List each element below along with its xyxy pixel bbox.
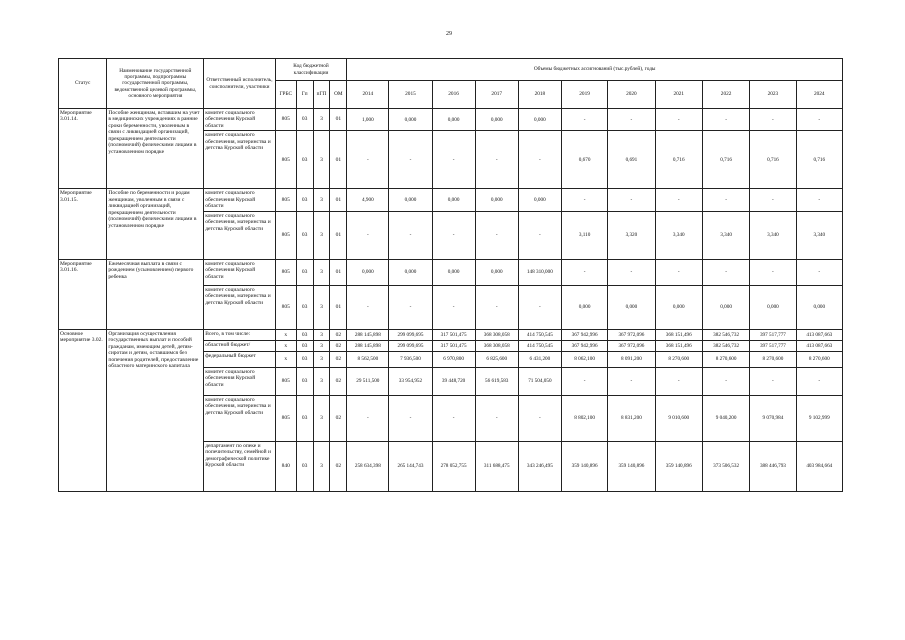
table-row	[59, 259, 843, 285]
value-cell: -	[702, 367, 749, 395]
code-cell: 03	[296, 211, 313, 259]
value-cell: 9 040,200	[702, 395, 749, 441]
code-cell: 3	[313, 340, 330, 351]
responsible-cell: комитет социального обеспечения Курской области	[204, 109, 276, 131]
header-year: 2018	[518, 81, 561, 109]
value-cell: -	[702, 109, 749, 131]
code-cell: 03	[296, 131, 313, 189]
header-code-col: ГРБС	[275, 81, 296, 109]
value-cell: 413 087,663	[796, 329, 842, 340]
code-cell: 3	[313, 109, 330, 131]
value-cell: -	[518, 211, 561, 259]
code-cell: 805	[275, 367, 296, 395]
value-cell: -	[750, 259, 796, 285]
value-cell: -	[655, 367, 702, 395]
value-cell: 8 831,200	[608, 395, 655, 441]
value-cell: 0,000	[432, 259, 475, 285]
value-cell: -	[475, 131, 518, 189]
value-cell: -	[796, 367, 842, 395]
value-cell: 0,000	[389, 259, 432, 285]
value-cell: 397 517,777	[750, 340, 796, 351]
code-cell: 3	[313, 285, 330, 329]
value-cell: 288 145,898	[347, 329, 389, 340]
value-cell: 4,900	[347, 189, 389, 211]
code-cell: 03	[296, 329, 313, 340]
value-cell: -	[389, 285, 432, 329]
value-cell: 8 802,100	[561, 395, 607, 441]
value-cell: 0,000	[518, 189, 561, 211]
status-cell: Основное мероприятие 3.02.	[59, 329, 107, 491]
value-cell: 8 270,600	[655, 351, 702, 367]
value-cell: -	[518, 395, 561, 441]
status-cell: Мероприятие 3.01.15.	[59, 189, 107, 259]
code-cell: 805	[275, 259, 296, 285]
header-responsible: Ответственный исполнитель, соисполнители, участники	[204, 59, 276, 109]
name-cell: Ежемесячная выплата в связи с рождением (усыновлением) первого ребенка	[107, 259, 204, 329]
value-cell: 3,340	[655, 211, 702, 259]
header-year: 2019	[561, 81, 607, 109]
header-code-col: ОМ	[330, 81, 347, 109]
responsible-cell: комитет социального обеспечения Курской области	[204, 189, 276, 211]
value-cell: -	[432, 285, 475, 329]
value-cell: 0,000	[608, 285, 655, 329]
value-cell: 278 052,755	[432, 441, 475, 491]
value-cell: -	[432, 211, 475, 259]
value-cell: 0,000	[702, 285, 749, 329]
code-cell: 02	[330, 351, 347, 367]
value-cell: 8 062,100	[561, 351, 607, 367]
value-cell: 0,000	[518, 109, 561, 131]
name-cell: Пособие женщинам, вставшим на учет в медицинских учреждениях в ранние сроки беременности, уволенным в связи с ликвидацией организаций, прекращением деятельности (полномочий) физическими лицами в установленном порядке	[107, 109, 204, 189]
code-cell: 03	[296, 189, 313, 211]
value-cell: 413 087,663	[796, 340, 842, 351]
code-cell: 3	[313, 131, 330, 189]
code-cell: 02	[330, 367, 347, 395]
value-cell: 0,670	[561, 131, 607, 189]
code-cell: 03	[296, 259, 313, 285]
value-cell: 0,716	[702, 131, 749, 189]
value-cell: 71 504,050	[518, 367, 561, 395]
value-cell: 288 145,898	[347, 340, 389, 351]
value-cell: 3,320	[608, 211, 655, 259]
code-cell: 03	[296, 340, 313, 351]
code-cell: 03	[296, 395, 313, 441]
value-cell: 6 825,600	[475, 351, 518, 367]
value-cell: 0,000	[347, 259, 389, 285]
code-cell: 01	[330, 189, 347, 211]
value-cell: 367 972,096	[608, 340, 655, 351]
value-cell: 388 446,793	[750, 441, 796, 491]
value-cell: 0,000	[475, 189, 518, 211]
value-cell: 299 099,695	[389, 329, 432, 340]
value-cell: 8 270,600	[750, 351, 796, 367]
value-cell: 8 270,600	[796, 351, 842, 367]
code-cell: 03	[296, 367, 313, 395]
header-code-col: пГП	[313, 81, 330, 109]
value-cell: -	[389, 211, 432, 259]
code-cell: 805	[275, 131, 296, 189]
value-cell: -	[475, 285, 518, 329]
value-cell: -	[608, 189, 655, 211]
value-cell: 0,000	[561, 285, 607, 329]
header-year: 2023	[750, 81, 796, 109]
value-cell: 3,340	[750, 211, 796, 259]
code-cell: 01	[330, 285, 347, 329]
value-cell: 0,691	[608, 131, 655, 189]
value-cell: -	[750, 189, 796, 211]
value-cell: -	[655, 259, 702, 285]
code-cell: 3	[313, 367, 330, 395]
value-cell: 3,340	[702, 211, 749, 259]
value-cell: 9 102,999	[796, 395, 842, 441]
header-year: 2021	[655, 81, 702, 109]
value-cell: 0,000	[389, 189, 432, 211]
value-cell: 414 750,545	[518, 329, 561, 340]
responsible-cell: Всего, в том числе:	[204, 329, 276, 340]
value-cell: 8 562,500	[347, 351, 389, 367]
page-number: 29	[446, 31, 452, 37]
value-cell: 8 091,200	[608, 351, 655, 367]
value-cell: -	[655, 189, 702, 211]
table-row	[59, 109, 843, 131]
value-cell: 397 517,777	[750, 329, 796, 340]
value-cell: 265 144,743	[389, 441, 432, 491]
code-cell: 3	[313, 189, 330, 211]
code-cell: 3	[313, 351, 330, 367]
value-cell: -	[347, 131, 389, 189]
code-cell: х	[275, 340, 296, 351]
code-cell: 805	[275, 395, 296, 441]
value-cell: -	[347, 211, 389, 259]
header-budget-code: Код бюджетной классификации	[275, 59, 347, 81]
header-status: Статус	[59, 59, 107, 109]
code-cell: 02	[330, 329, 347, 340]
value-cell: -	[608, 367, 655, 395]
value-cell: -	[347, 395, 389, 441]
responsible-cell: комитет социального обеспечения, материнства и детства Курской области	[204, 395, 276, 441]
value-cell: -	[389, 131, 432, 189]
value-cell: -	[475, 395, 518, 441]
status-cell: Мероприятие 3.01.16.	[59, 259, 107, 329]
code-cell: 3	[313, 211, 330, 259]
value-cell: -	[608, 259, 655, 285]
value-cell: 367 942,996	[561, 340, 607, 351]
value-cell: 3,340	[796, 211, 842, 259]
value-cell: -	[702, 189, 749, 211]
responsible-cell: департамент по опеке и попечительству, семейной и демографической политике Курской области	[204, 441, 276, 491]
code-cell: х	[275, 329, 296, 340]
value-cell: 8 270,600	[702, 351, 749, 367]
code-cell: 01	[330, 109, 347, 131]
value-cell: 0,000	[432, 109, 475, 131]
code-cell: 03	[296, 441, 313, 491]
header-year: 2015	[389, 81, 432, 109]
responsible-cell: комитет социального обеспечения Курской области	[204, 367, 276, 395]
code-cell: 3	[313, 259, 330, 285]
responsible-cell: комитет социального обеспечения, материнства и детства Курской области	[204, 211, 276, 259]
header-code-col: Гп	[296, 81, 313, 109]
value-cell: -	[796, 259, 842, 285]
code-cell: 805	[275, 211, 296, 259]
value-cell: 317 501,475	[432, 340, 475, 351]
value-cell: 9 010,600	[655, 395, 702, 441]
code-cell: 805	[275, 109, 296, 131]
responsible-cell: федеральный бюджет	[204, 351, 276, 367]
header-year: 2017	[475, 81, 518, 109]
value-cell: -	[432, 131, 475, 189]
code-cell: 3	[313, 395, 330, 441]
value-cell: 6 970,800	[432, 351, 475, 367]
value-cell: 368 308,058	[475, 329, 518, 340]
value-cell: 359 140,896	[561, 441, 607, 491]
value-cell: 9 070,984	[750, 395, 796, 441]
code-cell: 3	[313, 329, 330, 340]
responsible-cell: комитет социального обеспечения, материнства и детства Курской области	[204, 131, 276, 189]
code-cell: 02	[330, 395, 347, 441]
code-cell: 805	[275, 189, 296, 211]
code-cell: х	[275, 351, 296, 367]
code-cell: 02	[330, 340, 347, 351]
value-cell: 7 936,500	[389, 351, 432, 367]
value-cell: -	[347, 285, 389, 329]
value-cell: 148 310,000	[518, 259, 561, 285]
value-cell: 0,716	[655, 131, 702, 189]
value-cell: 373 506,532	[702, 441, 749, 491]
value-cell: -	[608, 109, 655, 131]
code-cell: 3	[313, 441, 330, 491]
value-cell: 367 942,996	[561, 329, 607, 340]
code-cell: 03	[296, 109, 313, 131]
value-cell: 29 511,500	[347, 367, 389, 395]
name-cell: Организация осуществления государственных выплат и пособий гражданам, имеющим детей, детям-сиротам и детям, оставшимся без попечения родителей, предоставление областного материнского капитала	[107, 329, 204, 491]
value-cell: 0,716	[796, 131, 842, 189]
code-cell: 840	[275, 441, 296, 491]
value-cell: 39 448,720	[432, 367, 475, 395]
value-cell: 299 099,695	[389, 340, 432, 351]
value-cell: 368 308,058	[475, 340, 518, 351]
value-cell: 3,110	[561, 211, 607, 259]
code-cell: 02	[330, 441, 347, 491]
value-cell: 56 619,583	[475, 367, 518, 395]
value-cell: -	[702, 259, 749, 285]
value-cell: -	[561, 109, 607, 131]
header-year: 2016	[432, 81, 475, 109]
value-cell: -	[518, 131, 561, 189]
value-cell: 317 501,475	[432, 329, 475, 340]
value-cell: 367 972,096	[608, 329, 655, 340]
value-cell: 6 431,200	[518, 351, 561, 367]
header-year: 2020	[608, 81, 655, 109]
value-cell: -	[475, 211, 518, 259]
value-cell: 414 750,545	[518, 340, 561, 351]
value-cell: 403 984,664	[796, 441, 842, 491]
value-cell: -	[432, 395, 475, 441]
value-cell: 0,000	[796, 285, 842, 329]
code-cell: 01	[330, 211, 347, 259]
value-cell: -	[518, 285, 561, 329]
value-cell: 382 546,732	[702, 329, 749, 340]
value-cell: 0,000	[750, 285, 796, 329]
value-cell: -	[389, 395, 432, 441]
value-cell: 311 688,475	[475, 441, 518, 491]
value-cell: -	[561, 189, 607, 211]
value-cell: -	[561, 367, 607, 395]
value-cell: 368 151,496	[655, 340, 702, 351]
value-cell: 368 151,496	[655, 329, 702, 340]
header-year: 2014	[347, 81, 389, 109]
value-cell: 359 140,896	[655, 441, 702, 491]
value-cell: 0,000	[655, 285, 702, 329]
responsible-cell: комитет социального обеспечения, материнства и детства Курской области	[204, 285, 276, 329]
value-cell: 0,716	[750, 131, 796, 189]
status-cell: Мероприятие 3.01.14.	[59, 109, 107, 189]
value-cell: -	[655, 109, 702, 131]
value-cell: -	[750, 367, 796, 395]
table-row	[59, 189, 843, 211]
table-row	[59, 329, 843, 340]
value-cell: -	[561, 259, 607, 285]
responsible-cell: областной бюджет/	[204, 340, 276, 351]
value-cell: 1,000	[347, 109, 389, 131]
header-year: 2022	[702, 81, 749, 109]
value-cell: -	[796, 189, 842, 211]
header-allocations: Объемы бюджетных ассигнований (тыс.рублей), годы	[347, 59, 843, 81]
code-cell: 01	[330, 131, 347, 189]
value-cell: 0,000	[432, 189, 475, 211]
value-cell: -	[796, 109, 842, 131]
budget-table	[58, 58, 843, 492]
value-cell: 258 634,398	[347, 441, 389, 491]
header-year: 2024	[796, 81, 842, 109]
value-cell: -	[750, 109, 796, 131]
value-cell: 343 246,495	[518, 441, 561, 491]
value-cell: 382 546,732	[702, 340, 749, 351]
value-cell: 33 954,952	[389, 367, 432, 395]
name-cell: Пособие по беременности и родам женщинам, уволенным в связи с ликвидацией организаций, прекращением деятельности (полномочий) физическими лицами в установленном порядке	[107, 189, 204, 259]
code-cell: 805	[275, 285, 296, 329]
responsible-cell: комитет социального обеспечения Курской области	[204, 259, 276, 285]
value-cell: 359 140,896	[608, 441, 655, 491]
code-cell: 03	[296, 285, 313, 329]
code-cell: 03	[296, 351, 313, 367]
value-cell: 0,000	[475, 109, 518, 131]
code-cell: 01	[330, 259, 347, 285]
header-name: Наименование государственной программы, подпрограммы государственной программы, ведомственной целевой программы, основного мероприятия	[107, 59, 204, 109]
value-cell: 0,000	[475, 259, 518, 285]
value-cell: 0,000	[389, 109, 432, 131]
